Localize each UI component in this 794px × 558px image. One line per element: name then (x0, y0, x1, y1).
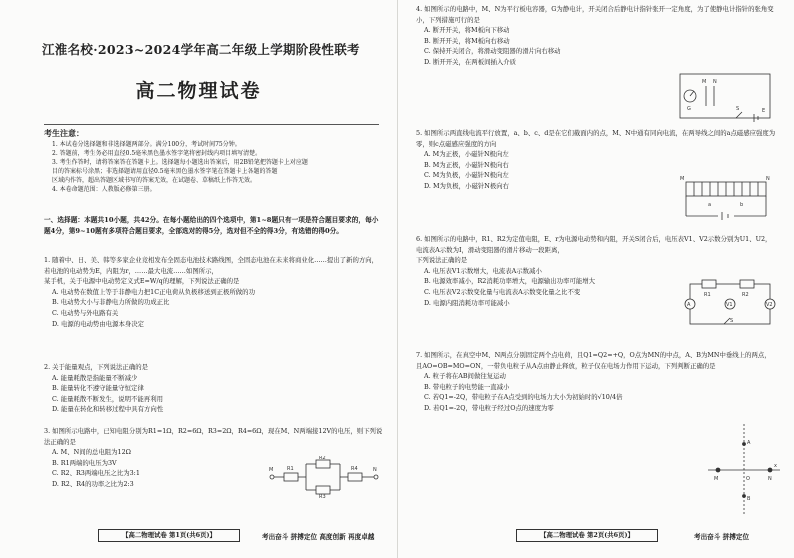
notes-heading: 考生注意： (44, 128, 84, 138)
question-4 (416, 4, 776, 68)
question-stem: 7. 如图所示，在真空中M、N两点分别固定两个点电荷，且Q1=Q2=+Q，O点为MN的中点，A、B为MN中垂线上的两点，且AO=OB=MO=ON，一带负电粒子从A点由静止释放，粒子仅在电场力作用下运动，下列判断正确的是 (416, 351, 771, 370)
exam-subtitle: 高二物理试卷 (135, 80, 262, 102)
option-a: A. 能量耗散是指能量不断减少 (52, 373, 138, 382)
q5-label: b (740, 202, 744, 208)
option-d: D. 断开开关，在两板间插入介质 (424, 57, 517, 66)
q7-label: B (747, 496, 751, 502)
option-a: A. M为正极，小磁针N极向左 (424, 150, 509, 159)
question-stem: 4. 如图所示的电路中，M、N为平行板电容器，G为静电计，开关闭合后静电计指针张开一定角度，为了使静电计指针的张角变小，下列措施可行的是 (416, 5, 774, 24)
q6-label: R1 (704, 292, 711, 298)
question-stem: 2. 关于能量观点，下列说法正确的是 (44, 363, 148, 371)
page-footer-label: 【高二物理试卷 第1页(共6页)】 (98, 529, 240, 542)
q5-coil-diagram (678, 172, 774, 222)
question-stem-continued: 某手机，关于电源中电动势定义式E=W/q的理解，下列说法正确的是 (44, 277, 240, 286)
q3-label: R1 (287, 466, 294, 472)
q6-label: R2 (742, 292, 749, 298)
option-a: A. 电压表V1示数增大，电流表A示数减小 (424, 266, 542, 275)
q7-label: A (747, 440, 751, 446)
q3-label: N (373, 467, 377, 473)
q4-label: M (702, 79, 707, 85)
page-footer-label: 【高二物理试卷 第2页(共6页)】 (516, 529, 658, 542)
question-1 (44, 255, 384, 329)
option-b: B. 电动势大小与非静电力所做的功成正比 (52, 298, 170, 307)
q3-label: R3 (319, 494, 326, 498)
option-d: D. M为负极，小磁针N极向右 (424, 181, 509, 190)
q7-label: M (714, 476, 719, 482)
section-instructions: 一、选择题：本题共10小题，共42分。在每小题给出的四个选项中，第1~8题只有一项是符合题目要求的，每小题4分，第9~10题有多项符合题目要求，全部选对的得5分，选对但不全的得3分，有选错的得0分。 (44, 216, 379, 235)
option-c: C. M为负极，小磁针N极向左 (424, 171, 509, 180)
q6-label: A (687, 302, 691, 308)
q7-label: N (768, 476, 772, 482)
q6-label: V2 (766, 302, 773, 308)
option-d: D. 电源的电动势由电源本身决定 (52, 319, 145, 328)
option-d: D. 若Q1=-2Q，带电粒子经过O点的速度为零 (424, 403, 554, 412)
q7-label: x (774, 463, 777, 469)
option-d: D. 电源内阻消耗功率可能减小 (424, 298, 510, 307)
option-a: A. 粒子将在AB间做往复运动 (424, 372, 506, 381)
option-d: D. 能量在转化和转移过程中具有方向性 (52, 405, 164, 414)
q7-label: O (746, 476, 750, 482)
option-b: B. 断开开关，将M板向右移动 (424, 36, 510, 45)
q5-label: a (708, 202, 712, 208)
option-c: C. 若Q1=-2Q，带电粒子在A点受到的电场力大小为初始时的√10/4倍 (424, 393, 623, 402)
exam-page-2 (397, 0, 794, 558)
divider (44, 124, 379, 125)
option-a: A. M、N间的总电阻为12Ω (52, 448, 131, 457)
option-c: C. 能量耗散不断发生，说明不能再利用 (52, 394, 163, 403)
option-b: B. 能量转化不遵守能量守恒定律 (52, 384, 144, 393)
notes-list (52, 140, 382, 194)
question-7 (416, 350, 776, 414)
option-b: B. 电源效率减小，R2消耗功率增大，电源输出功率可能增大 (424, 277, 596, 286)
q5-label: N (766, 176, 770, 182)
q6-label: V1 (726, 302, 733, 308)
question-stem: 6. 如图所示的电路中，R1、R2为定值电阻，E、r为电源电动势和内阻，开关S闭合后，电压表V1、V2示数分别为U1、U2，电流表A示数为I，滑动变阻器的滑片移动一段距离， (416, 235, 772, 254)
option-c: C. R2、R3两端电压之比为3:1 (52, 469, 140, 478)
question-stem: 5. 如图所示两直线电流平行放置，a、b、c、d是在它们截面内的点，M、N中通有同向电流，在两导线之间的a点磁感应强度为零，则c点磁感应强度的方向 (416, 129, 776, 148)
option-b: B. M为正极，小磁针N极向右 (424, 160, 509, 169)
q7-charge-diagram (704, 420, 784, 520)
q3-circuit-diagram (268, 456, 380, 498)
note-item: 区域内作答，超出答题区域书写的答案无效，在试题卷、草稿纸上作答无效。 (52, 177, 257, 184)
page-footer-motto: 考出奋斗 拼搏定位 (694, 533, 750, 541)
q4-label: S (736, 106, 740, 112)
q3-label: R4 (351, 466, 358, 472)
note-item: 3. 考生作答时，请将答案答在答题卡上。选择题每小题选出答案后，用2B铅笔把答题卡上对应题 (52, 159, 308, 166)
q4-label: G (687, 106, 691, 112)
q6-circuit-diagram (684, 278, 776, 330)
q3-label: R2 (319, 456, 326, 461)
option-a: A. 断开开关，将M板向下移动 (424, 26, 510, 35)
note-item: 2. 答题前，考生务必用直径0.5毫米黑色墨水签字笔将密封线内项目填写清楚。 (52, 150, 262, 157)
option-d: D. R2、R4的功率之比为2:3 (52, 479, 134, 488)
q4-label: E (762, 108, 766, 114)
note-item: 1. 本试卷分选择题和非选择题两部分。满分100分，考试时间75分钟。 (52, 141, 241, 148)
q4-label: N (713, 79, 717, 85)
option-c: C. 电压表V2示数变化量与电流表A示数变化量之比不变 (424, 287, 581, 296)
question-stem: 3. 如图所示电路中，已知电阻分别为R1=1Ω，R2=6Ω，R3=2Ω，R4=6Ω，现在M、N两端接12V的电压，则下列说法正确的是 (44, 427, 383, 446)
note-item: 4. 本卷命题范围：人教版必修第三册。 (52, 186, 156, 193)
page-footer-motto: 考出奋斗 拼搏定位 高度创新 再度卓越 (262, 533, 375, 541)
option-a: A. 电动势在数值上等于非静电力把1C正电荷从负极移送到正极所做的功 (52, 287, 255, 296)
option-c: C. 保持开关闭合，将滑动变阻器的滑片向右移动 (424, 47, 561, 56)
question-stem: 1. 随着中、日、美、韩等多家企业竞相发布全固态电池技术路线图，全固态电池在未来将商业化……提出了新的方向，若电池的电动势为E，内阻为r，……最大电流……如图所示， (44, 256, 379, 275)
q4-capacitor-diagram (676, 68, 776, 124)
q6-label: S (730, 318, 734, 324)
q5-label: M (680, 176, 685, 182)
option-c: C. 电动势与外电路有关 (52, 308, 119, 317)
question-stem-continued: 下列说法正确的是 (416, 256, 468, 265)
option-b: B. R1两端的电压为3V (52, 458, 117, 467)
exam-title: 江淮名校·2023~2024学年高二年级上学期阶段性联考 (42, 42, 360, 57)
option-b: B. 带电粒子的电势能一直减小 (424, 382, 510, 391)
q3-label: M (269, 467, 274, 473)
note-item: 目的答案标号涂黑；非选择题请用直径0.5毫米黑色墨水签字笔在答题卡上各题的答题 (52, 168, 278, 175)
question-2 (44, 362, 384, 415)
